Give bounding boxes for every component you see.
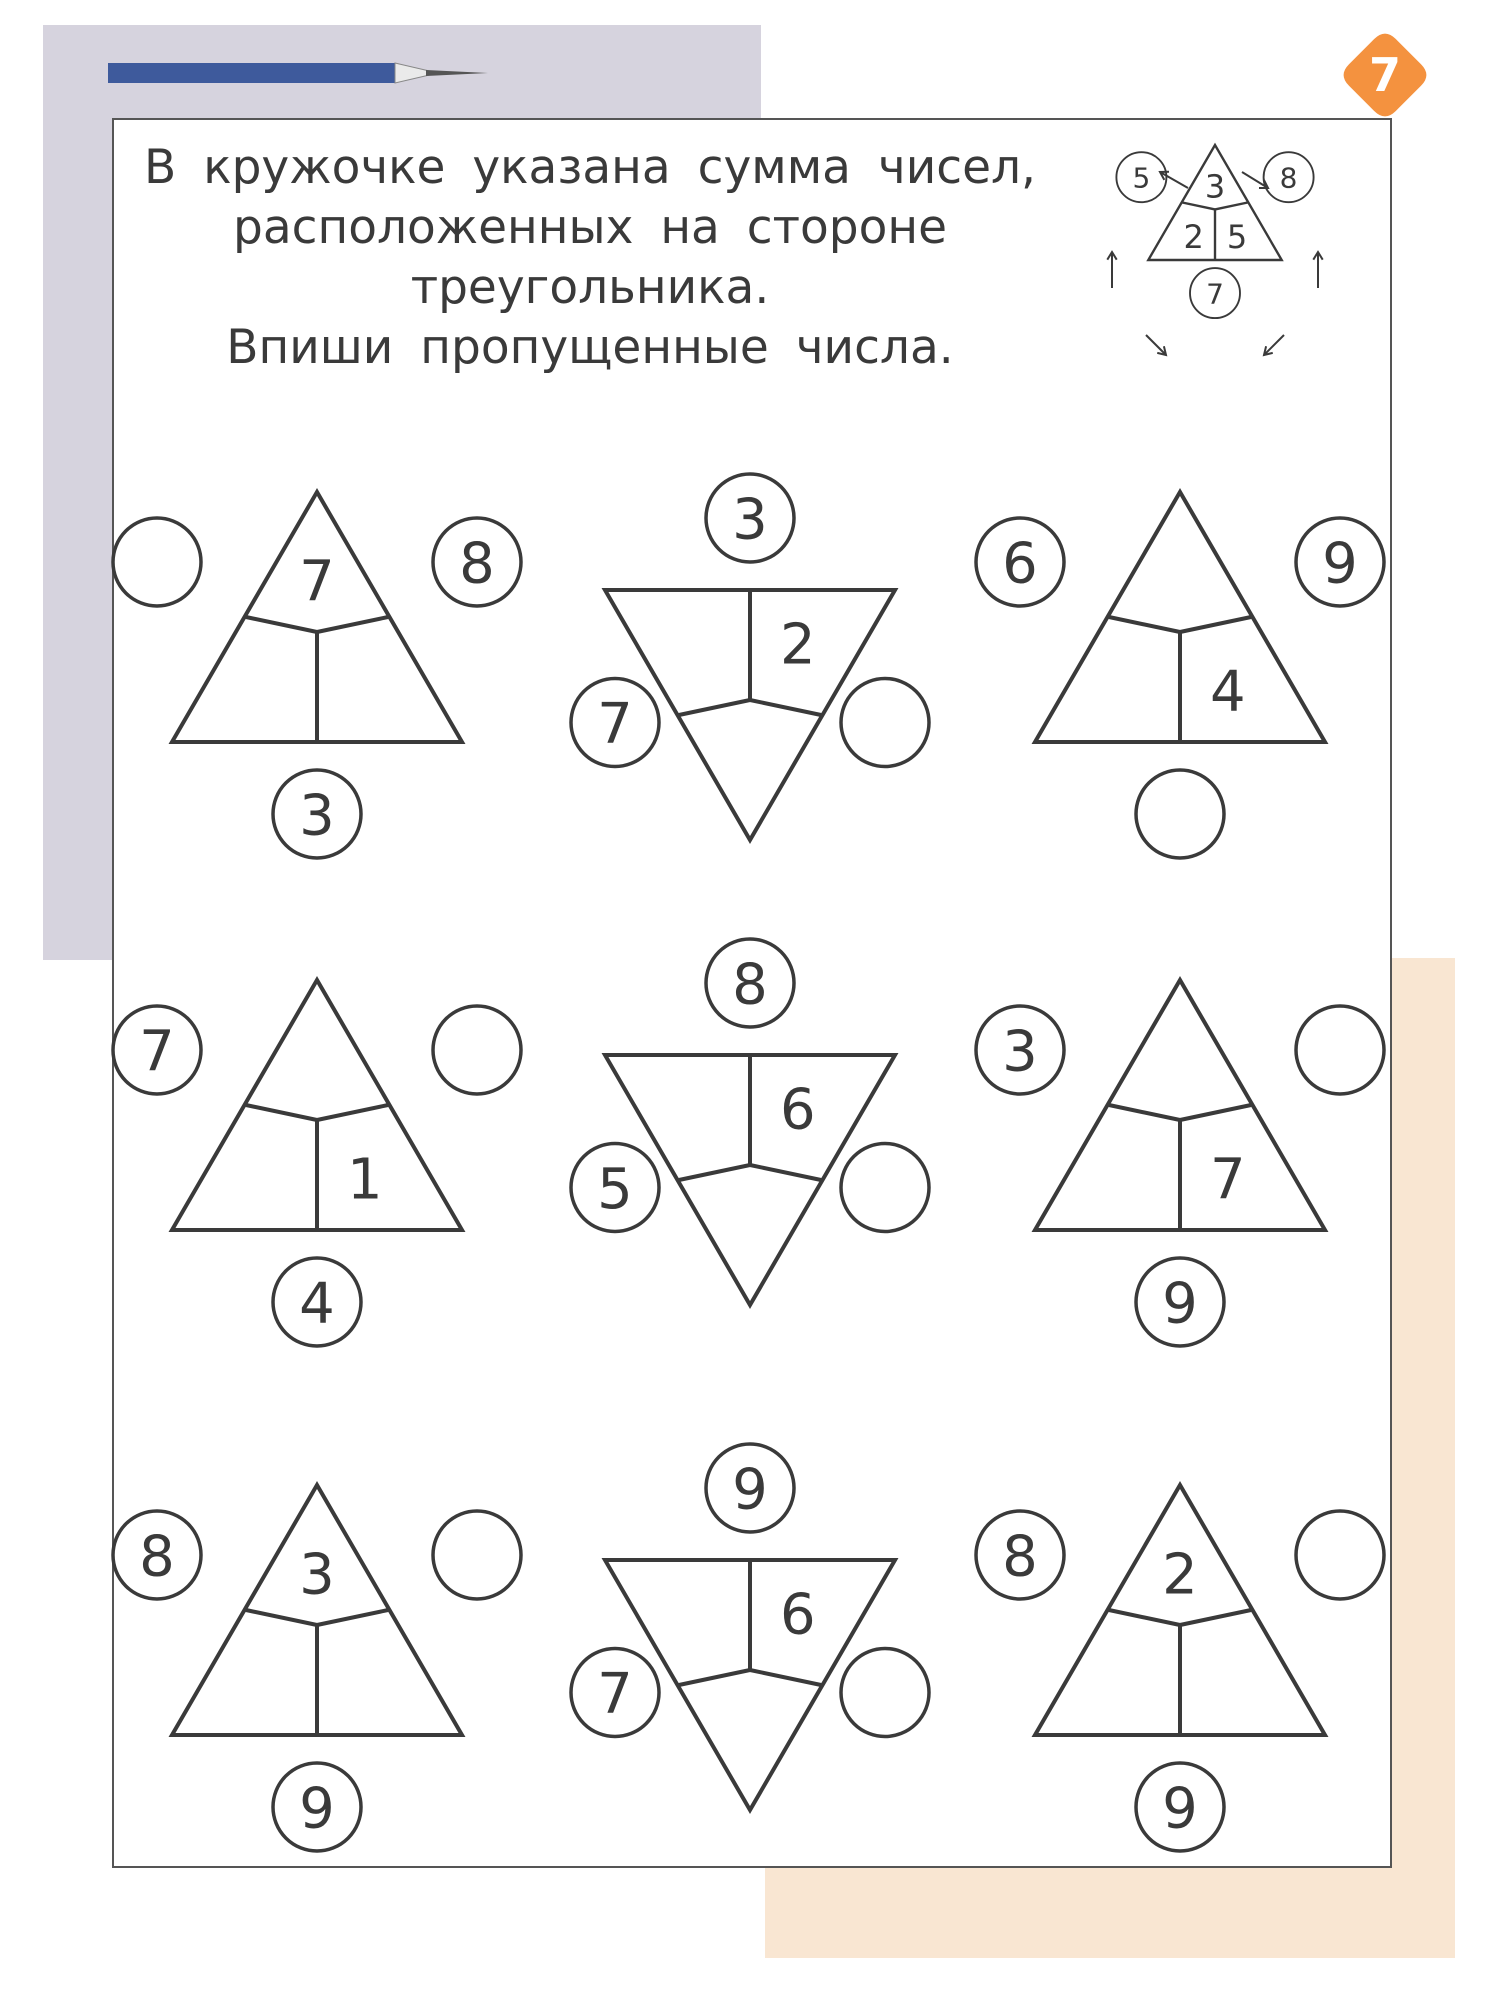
cell-value-bottom-right: 1 [347, 1147, 383, 1213]
sum-value-right: 8 [1279, 161, 1298, 195]
sum-circle-right[interactable] [1296, 1511, 1384, 1599]
triangle-divider [1109, 1105, 1180, 1120]
sum-value-left: 6 [1002, 531, 1038, 597]
cell-value-bottom-right: 5 [1226, 218, 1248, 256]
triangle-divider [1109, 1610, 1180, 1625]
sum-value-top: 3 [732, 487, 768, 553]
sum-value-bottom: 9 [299, 1776, 335, 1842]
cell-bottom-right[interactable] [335, 1655, 395, 1715]
arrow-up-icon [1107, 252, 1116, 288]
cell-bottom-right[interactable] [1198, 1655, 1258, 1715]
sum-value-top: 9 [732, 1457, 768, 1523]
triangle-puzzle-6 [113, 1485, 521, 1851]
sum-value-top: 8 [732, 952, 768, 1018]
arrow-down-left-icon [1264, 335, 1284, 355]
sum-value-bottom: 4 [299, 1271, 335, 1337]
cell-bottom-left[interactable] [241, 662, 301, 722]
sum-value-left: 5 [597, 1157, 633, 1222]
cell-top-left[interactable] [672, 1585, 732, 1645]
sum-value-left: 7 [597, 1662, 633, 1727]
cell-value-bottom-right: 7 [1210, 1147, 1246, 1213]
arrow-up-icon [1313, 252, 1322, 288]
sum-circle-bottom[interactable] [1136, 770, 1224, 858]
cell-value-bottom-right: 4 [1210, 659, 1246, 725]
triangle-divider [1180, 617, 1251, 632]
sum-value-left: 8 [1002, 1524, 1038, 1590]
sum-value-left: 7 [139, 1019, 175, 1085]
triangle-puzzle-8 [976, 1485, 1384, 1851]
sum-circle-right[interactable] [433, 1511, 521, 1599]
example-triangle [1107, 145, 1322, 355]
triangle-divider [1180, 1610, 1251, 1625]
sum-value-bottom: 9 [1162, 1271, 1198, 1337]
sum-value-right: 8 [459, 531, 495, 597]
sum-value-left: 5 [1132, 161, 1151, 195]
sum-value-bottom: 7 [1206, 277, 1224, 311]
sum-circle-right[interactable] [1296, 1006, 1384, 1094]
arrow-down-right-icon [1146, 335, 1166, 355]
cell-value-top-right: 2 [780, 612, 816, 678]
sum-value-right: 9 [1322, 531, 1358, 597]
cell-bottom-left[interactable] [1104, 1150, 1164, 1210]
cell-value-top: 7 [299, 549, 335, 615]
cell-bottom[interactable] [720, 1190, 780, 1250]
triangle-puzzle-7 [571, 1444, 929, 1810]
instruction-line-1: В кружочке указана сумма чисел, [144, 140, 1036, 195]
cell-top[interactable] [287, 1040, 347, 1100]
sum-circle-right[interactable] [841, 1649, 929, 1737]
triangle-divider [750, 1165, 821, 1180]
instruction-line-2: расположенных на стороне [232, 200, 947, 255]
sum-circle-right[interactable] [841, 1144, 929, 1232]
triangle-divider [1180, 1105, 1251, 1120]
triangle-divider [246, 1105, 317, 1120]
triangle-divider [679, 1165, 750, 1180]
cell-bottom-left[interactable] [241, 1655, 301, 1715]
instruction-line-3: треугольника. [410, 260, 770, 315]
cell-value-top-right: 6 [780, 1582, 816, 1648]
sum-value-left: 8 [139, 1524, 175, 1590]
cell-top-left[interactable] [672, 615, 732, 675]
instruction-line-4: Впиши пропущенные числа. [226, 320, 954, 375]
triangle-puzzle-3 [113, 980, 521, 1346]
sum-value-left: 3 [1002, 1019, 1038, 1085]
sum-circle-right[interactable] [433, 1006, 521, 1094]
sum-value-bottom: 3 [299, 783, 335, 849]
cell-bottom-left[interactable] [241, 1150, 301, 1210]
cell-top[interactable] [1150, 1040, 1210, 1100]
cell-value-top: 3 [1204, 167, 1226, 206]
sum-circle-left[interactable] [113, 518, 201, 606]
cell-bottom-left[interactable] [1104, 662, 1164, 722]
cell-bottom-left[interactable] [1104, 1655, 1164, 1715]
cell-bottom[interactable] [720, 725, 780, 785]
sum-value-left: 7 [597, 692, 633, 757]
triangle-puzzle-4 [571, 939, 929, 1305]
triangle-divider [246, 1610, 317, 1625]
cell-bottom-right[interactable] [335, 662, 395, 722]
triangle-puzzle-2 [976, 492, 1384, 858]
triangle-divider [750, 700, 821, 715]
cell-value-bottom-left: 2 [1183, 218, 1204, 256]
triangle-divider [317, 617, 388, 632]
cell-top[interactable] [1150, 552, 1210, 612]
triangle-puzzle-5 [976, 980, 1384, 1346]
triangle-divider [317, 1610, 388, 1625]
cell-top-left[interactable] [672, 1080, 732, 1140]
triangle-divider [1109, 617, 1180, 632]
sum-circle-right[interactable] [841, 679, 929, 767]
sum-value-bottom: 9 [1162, 1776, 1198, 1842]
triangle-puzzle-0 [113, 492, 521, 858]
page-number: 7 [1368, 48, 1401, 102]
cell-value-top: 3 [299, 1542, 335, 1608]
triangle-divider [679, 1670, 750, 1685]
triangle-divider [679, 700, 750, 715]
triangle-puzzle-1 [571, 474, 929, 840]
triangle-divider [317, 1105, 388, 1120]
triangle-divider [246, 617, 317, 632]
cell-value-top: 2 [1162, 1542, 1198, 1608]
triangle-divider [750, 1670, 821, 1685]
cell-value-top-right: 6 [780, 1077, 816, 1143]
cell-bottom[interactable] [720, 1695, 780, 1755]
